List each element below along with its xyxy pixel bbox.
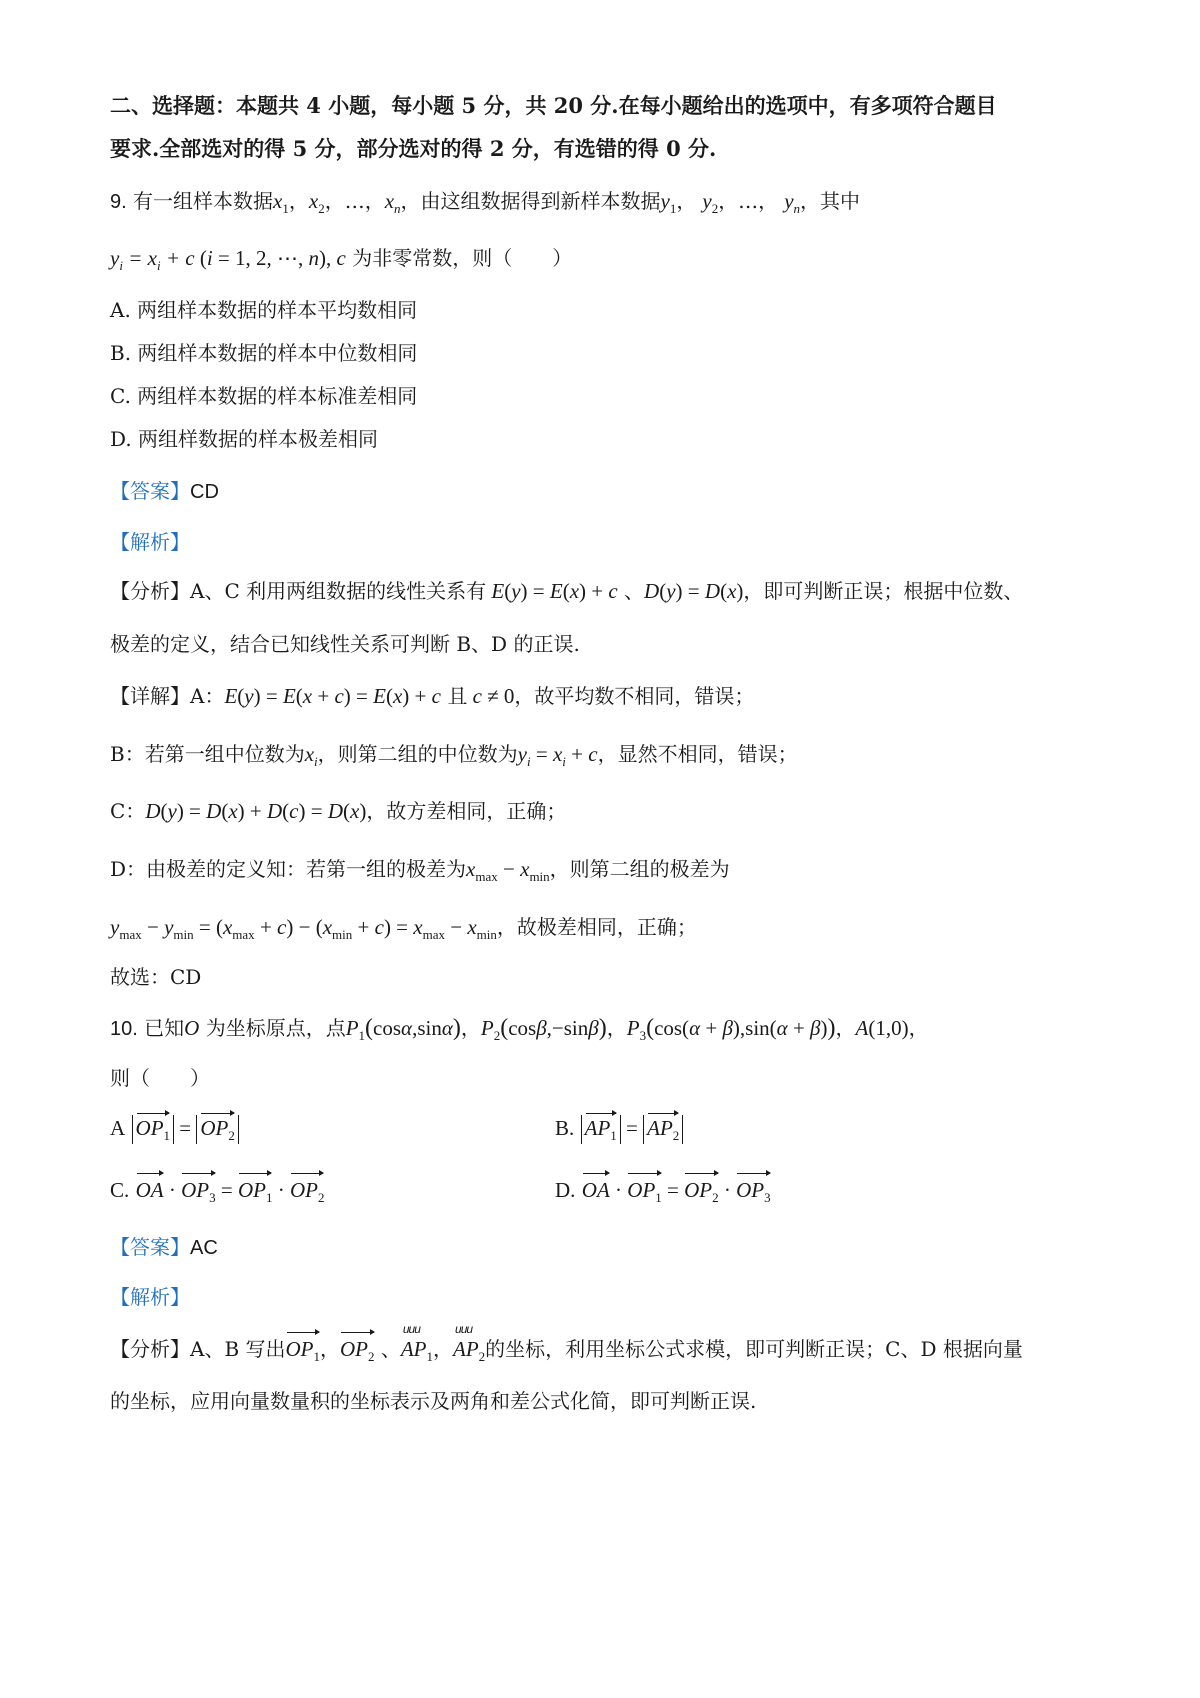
q9-answer-label: 【答案】 (110, 479, 190, 503)
q10-option-b: B. $AP_1 = AP_2$ (555, 1113, 683, 1144)
q9-detail-a-suffix: ，故平均数不相同，错误； (514, 684, 755, 708)
q10-fenxi-b: 的坐标，利用坐标公式求模，即可判断正误；C、D 根据向量 (485, 1337, 1023, 1361)
q10-option-c: C. OA · $OP_3 = OP_1 \cdot OP_2$ (110, 1175, 324, 1208)
q9-fenxi-b: ，即可判断正误；根据中位数、 (743, 579, 1024, 603)
q9-analysis-label: 【解析】 (110, 530, 190, 554)
q9-stem-b: ，由这组数据得到新样本数据 (400, 189, 661, 213)
q9-answer (110, 476, 1105, 507)
q9-option-c: C. 两组样本数据的样本标准差相同 (110, 384, 418, 408)
q10-analysis-label: 【解析】 (110, 1285, 190, 1309)
q9-fenxi-a: A、C 利用两组数据的线性关系有 (190, 579, 487, 603)
q10-option-d: D. OA · $OP_1 = OP_2 \cdot OP_3$ (555, 1175, 771, 1208)
q10-stem-line1: 10. 已知O 为坐标原点，点$P_1(\cos\alpha,\sin\alpha)$，$P_2(\cos\beta,-\sin\beta)$，$P_3(\cos(\alpha + \beta),\sin(\alpha + \beta))$，A(1,0)， (110, 1015, 929, 1043)
q10-fenxi-line1: 【分析】A、B 写出$OP_1$，$OP_2$ 、 uuu $AP_1$， uuu $AP_2$的坐标，利用坐标公式求模，即可判断正误；C、D 根据向量 (110, 1334, 1105, 1367)
q9-number: 9. (110, 191, 127, 213)
q10-option-a: A $OP_1 = OP_2$ (110, 1113, 239, 1144)
q10-stem-a: 已知 (144, 1016, 185, 1040)
q9-detail-b-mid: ，则第二组的中位数为 (317, 742, 518, 766)
q9-stem-c: ，其中 (800, 189, 861, 213)
q10-option-d-label: D. (555, 1178, 576, 1202)
q10-stem-line2: 则（ ） (110, 1066, 210, 1090)
q10-answer-value: AC (190, 1237, 218, 1259)
q9-condition: 为非零常数，则（ ） (352, 246, 573, 270)
q9-detail-d-suffix: ，则第二组的极差为 (549, 857, 730, 881)
section-title-line2: 要求.全部选对的得 5 分，部分选对的得 2 分，有选错的得 0 分. (110, 136, 717, 161)
q9-detail-c: C：D(y) = D(x) + D(c) = D(x)，故方差相同，正确； (110, 799, 567, 823)
q9-stem-a: 有一组样本数据 (133, 189, 274, 213)
q9-detail-b-prefix: B：若第一组中位数为 (110, 742, 305, 766)
q9-option-d: D. 两组样数据的样本极差相同 (110, 427, 379, 451)
q9-answer-value: CD (190, 481, 219, 503)
q9-fenxi-line2: 极差的定义，结合已知线性关系可判断 B、D 的正误. (110, 632, 580, 656)
q9-stem-line1: 9. 有一组样本数据$x_1$，$x_2$，…，$x_n$，由这组数据得到新样本数据$y_1$， $y_2$，…， $y_n$，其中 (110, 189, 861, 216)
q10-number: 10. (110, 1018, 138, 1040)
section-title-line1: 二、选择题：本题共 4 小题，每小题 5 分，共 20 分.在每小题给出的选项中，有多项符合题目 (110, 93, 997, 118)
q9-fenxi-label: 【分析】 (110, 579, 190, 603)
q10-answer (110, 1232, 1105, 1263)
q10-option-c-label: C. (110, 1178, 130, 1202)
q9-detail-d2: $y_{max} - y_{min} = (x_{max} + c) - (x_{min} + c) = x_{max} - x_{min}$，故极差相同，正确； (110, 915, 697, 942)
q9-option-b: B. 两组样本数据的样本中位数相同 (110, 341, 418, 365)
q9-detail-d2-suffix: ，故极差相同，正确； (496, 915, 697, 939)
q9-detail-d: D：由极差的定义知：若第一组的极差为$x_{max} - x_{min}$，则第二组的极差为 (110, 857, 730, 884)
q9-detail-b-suffix: ，显然不相同，错误； (597, 742, 798, 766)
q9-xiangjie-label: 【详解】 (110, 684, 190, 708)
q10-fenxi-label: 【分析】 (110, 1337, 190, 1361)
q9-option-a: A. 两组样本数据的样本平均数相同 (110, 298, 418, 322)
q9-detail-a-mid: 且 (447, 684, 468, 708)
q9-stem-line2: $y_i = x_i + c$ (i = 1, 2, ⋯, n), c 为非零常数，则（ ） (110, 246, 573, 273)
q9-conclusion: 故选：CD (110, 965, 202, 989)
q10-answer-label: 【答案】 (110, 1235, 190, 1259)
q10-option-a-label: A (110, 1116, 126, 1140)
q9-detail-a-prefix: A： (190, 684, 225, 708)
q9-detail-a: 【详解】A：E(y) = E(x + c) = E(x) + c 且 c ≠ 0，故平均数不相同，错误； (110, 684, 755, 708)
q10-option-b-label: B. (555, 1116, 575, 1140)
q9-detail-b: B：若第一组中位数为$x_i$，则第二组的中位数为$y_i = x_i + c$，显然不相同，错误； (110, 742, 798, 769)
q9-detail-c-suffix: ，故方差相同，正确； (366, 799, 567, 823)
q10-stem-b: 为坐标原点，点 (205, 1016, 346, 1040)
q9-detail-c-prefix: C： (110, 799, 146, 823)
q10-fenxi-line2: 的坐标，应用向量数量积的坐标表示及两角和差公式化简，即可判断正误. (110, 1389, 757, 1413)
q9-detail-d-prefix: D：由极差的定义知：若第一组的极差为 (110, 857, 467, 881)
q10-fenxi-a: A、B 写出 (190, 1337, 286, 1361)
q9-fenxi-line1: 【分析】A、C 利用两组数据的线性关系有 E(y) = E(x) + c 、D(y) = D(x)，即可判断正误；根据中位数、 (110, 579, 1024, 603)
